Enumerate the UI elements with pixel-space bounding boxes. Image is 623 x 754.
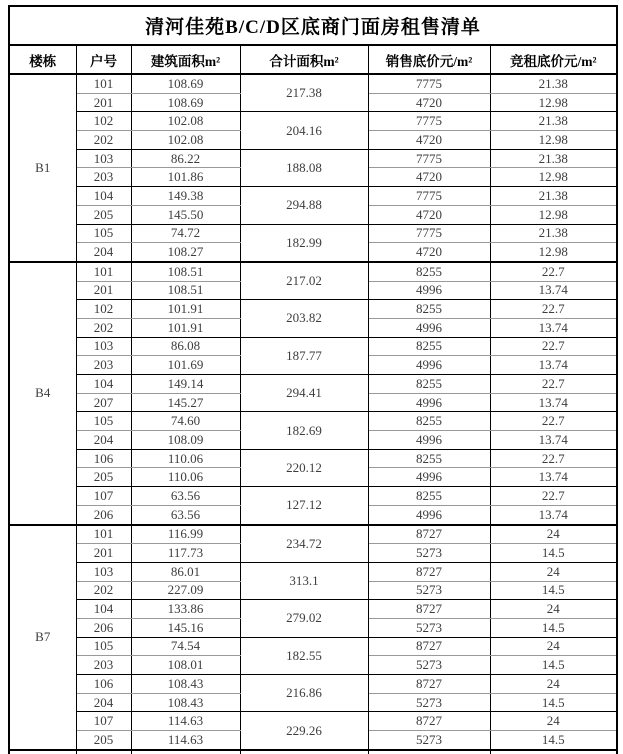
area-cell: 108.43 xyxy=(131,693,240,712)
rent-price-cell: 24 xyxy=(490,562,617,581)
sale-price-cell: 5273 xyxy=(368,731,490,750)
rent-price-cell: 22.7 xyxy=(490,337,617,356)
rent-price-cell: 24 xyxy=(490,675,617,694)
table-row xyxy=(9,300,617,319)
sale-price-cell: 7775 xyxy=(368,149,490,168)
rent-price-cell: 21.38 xyxy=(490,187,617,206)
unit-no-cell: 105 xyxy=(76,412,131,431)
partial-cutoff-row xyxy=(9,750,617,754)
unit-no-cell: 103 xyxy=(76,337,131,356)
rent-price-cell: 13.74 xyxy=(490,356,617,375)
area-cell: 101.91 xyxy=(131,318,240,337)
unit-no-cell: 105 xyxy=(76,224,131,243)
area-cell: 108.01 xyxy=(131,656,240,675)
area-cell: 86.22 xyxy=(131,149,240,168)
unit-no-cell: 202 xyxy=(76,318,131,337)
area-cell: 86.01 xyxy=(131,562,240,581)
table-row xyxy=(9,375,617,394)
rent-price-cell: 14.5 xyxy=(490,693,617,712)
sale-price-cell: 7775 xyxy=(368,224,490,243)
unit-no-cell: 102 xyxy=(76,300,131,319)
rent-price-cell: 13.74 xyxy=(490,505,617,524)
area-cell: 63.56 xyxy=(131,505,240,524)
unit-no-cell: 104 xyxy=(76,600,131,619)
sale-price-cell: 5273 xyxy=(368,693,490,712)
sale-price-cell: 8255 xyxy=(368,262,490,281)
total-area-cell: 127.12 xyxy=(240,487,368,525)
table-row xyxy=(9,412,617,431)
rent-price-cell: 13.74 xyxy=(490,468,617,487)
sale-price-cell: 8727 xyxy=(368,712,490,731)
unit-no-cell: 105 xyxy=(76,637,131,656)
sale-price-cell: 8727 xyxy=(368,600,490,619)
area-cell: 108.69 xyxy=(131,74,240,93)
unit-no-cell: 106 xyxy=(76,675,131,694)
sale-price-cell: 4996 xyxy=(368,318,490,337)
unit-no-cell: 205 xyxy=(76,468,131,487)
empty-cell xyxy=(76,750,131,754)
unit-no-cell: 103 xyxy=(76,149,131,168)
area-cell: 74.54 xyxy=(131,637,240,656)
table-row xyxy=(9,562,617,581)
unit-no-cell: 201 xyxy=(76,281,131,300)
unit-no-cell: 101 xyxy=(76,525,131,544)
unit-no-cell: 101 xyxy=(76,262,131,281)
rent-price-cell: 13.74 xyxy=(490,281,617,300)
area-cell: 101.69 xyxy=(131,356,240,375)
sale-price-cell: 4996 xyxy=(368,505,490,524)
area-cell: 110.06 xyxy=(131,468,240,487)
sale-price-cell: 4996 xyxy=(368,281,490,300)
rent-price-cell: 21.38 xyxy=(490,149,617,168)
rent-price-cell: 13.74 xyxy=(490,318,617,337)
area-cell: 74.60 xyxy=(131,412,240,431)
sale-price-cell: 7775 xyxy=(368,187,490,206)
unit-no-cell: 204 xyxy=(76,243,131,262)
col-header-unit-no: 户号 xyxy=(76,45,131,74)
sale-price-cell: 4996 xyxy=(368,393,490,412)
rent-price-cell: 22.7 xyxy=(490,449,617,468)
unit-no-cell: 203 xyxy=(76,356,131,375)
sale-price-cell: 8727 xyxy=(368,525,490,544)
rent-price-cell: 14.5 xyxy=(490,618,617,637)
title-row xyxy=(9,6,617,45)
area-cell: 108.27 xyxy=(131,243,240,262)
rent-price-cell: 12.98 xyxy=(490,205,617,224)
area-cell: 116.99 xyxy=(131,525,240,544)
rent-price-cell: 12.98 xyxy=(490,131,617,150)
unit-no-cell: 206 xyxy=(76,618,131,637)
total-area-cell: 216.86 xyxy=(240,675,368,712)
sale-price-cell: 8727 xyxy=(368,675,490,694)
unit-no-cell: 102 xyxy=(76,112,131,131)
rent-price-cell: 13.74 xyxy=(490,431,617,450)
unit-no-cell: 205 xyxy=(76,205,131,224)
sale-price-cell: 4996 xyxy=(368,468,490,487)
rent-price-cell: 14.5 xyxy=(490,731,617,750)
rent-price-cell: 21.38 xyxy=(490,112,617,131)
table-row xyxy=(9,112,617,131)
total-area-cell: 220.12 xyxy=(240,449,368,486)
empty-cell xyxy=(131,750,240,754)
unit-no-cell: 201 xyxy=(76,93,131,112)
table-row xyxy=(9,525,617,544)
total-area-cell: 182.55 xyxy=(240,637,368,674)
sale-price-cell: 8255 xyxy=(368,449,490,468)
sale-price-cell: 8255 xyxy=(368,487,490,506)
total-area-cell: 187.77 xyxy=(240,337,368,374)
rent-price-cell: 22.7 xyxy=(490,262,617,281)
area-cell: 86.08 xyxy=(131,337,240,356)
sale-price-cell: 5273 xyxy=(368,544,490,563)
table-row xyxy=(9,675,617,694)
unit-no-cell: 103 xyxy=(76,562,131,581)
rent-price-cell: 22.7 xyxy=(490,412,617,431)
rent-price-cell: 14.5 xyxy=(490,581,617,600)
unit-no-cell: 201 xyxy=(76,544,131,563)
rent-price-cell: 24 xyxy=(490,637,617,656)
total-area-cell: 234.72 xyxy=(240,525,368,563)
unit-no-cell: 203 xyxy=(76,168,131,187)
total-area-cell: 182.99 xyxy=(240,224,368,262)
sale-price-cell: 8727 xyxy=(368,637,490,656)
area-cell: 102.08 xyxy=(131,131,240,150)
area-cell: 108.69 xyxy=(131,93,240,112)
rent-price-cell: 22.7 xyxy=(490,487,617,506)
area-cell: 114.63 xyxy=(131,712,240,731)
sale-price-cell: 4996 xyxy=(368,356,490,375)
unit-no-cell: 106 xyxy=(76,449,131,468)
sale-price-cell: 4720 xyxy=(368,205,490,224)
rent-price-cell: 14.5 xyxy=(490,544,617,563)
total-area-cell: 313.1 xyxy=(240,562,368,599)
col-header-sale-price: 销售底价元/m² xyxy=(368,45,490,74)
sale-price-cell: 4720 xyxy=(368,168,490,187)
table-row xyxy=(9,224,617,243)
total-area-cell: 217.38 xyxy=(240,74,368,112)
sale-price-cell: 4720 xyxy=(368,93,490,112)
area-cell: 114.63 xyxy=(131,731,240,750)
area-cell: 108.09 xyxy=(131,431,240,450)
rent-price-cell: 12.98 xyxy=(490,168,617,187)
area-cell: 133.86 xyxy=(131,600,240,619)
area-cell: 101.86 xyxy=(131,168,240,187)
unit-no-cell: 204 xyxy=(76,693,131,712)
unit-no-cell: 104 xyxy=(76,375,131,394)
sale-price-cell: 8255 xyxy=(368,375,490,394)
sale-price-cell: 8727 xyxy=(368,562,490,581)
total-area-cell: 217.02 xyxy=(240,262,368,300)
sale-price-cell: 4720 xyxy=(368,131,490,150)
empty-cell xyxy=(9,750,76,754)
total-area-cell: 229.26 xyxy=(240,712,368,750)
area-cell: 108.43 xyxy=(131,675,240,694)
total-area-cell: 294.41 xyxy=(240,375,368,412)
sale-price-cell: 8255 xyxy=(368,412,490,431)
empty-cell xyxy=(368,750,490,754)
unit-no-cell: 107 xyxy=(76,712,131,731)
area-cell: 145.27 xyxy=(131,393,240,412)
col-header-building: 楼栋 xyxy=(9,45,76,74)
col-header-area: 建筑面积m² xyxy=(131,45,240,74)
rent-price-cell: 14.5 xyxy=(490,656,617,675)
rent-price-cell: 21.38 xyxy=(490,74,617,93)
unit-no-cell: 104 xyxy=(76,187,131,206)
area-cell: 149.38 xyxy=(131,187,240,206)
unit-no-cell: 206 xyxy=(76,505,131,524)
rent-price-cell: 12.98 xyxy=(490,243,617,262)
col-header-total-area: 合计面积m² xyxy=(240,45,368,74)
unit-no-cell: 203 xyxy=(76,656,131,675)
sale-price-cell: 5273 xyxy=(368,656,490,675)
area-cell: 110.06 xyxy=(131,449,240,468)
area-cell: 108.51 xyxy=(131,262,240,281)
area-cell: 227.09 xyxy=(131,581,240,600)
unit-no-cell: 204 xyxy=(76,431,131,450)
rent-price-cell: 13.74 xyxy=(490,393,617,412)
empty-cell xyxy=(240,750,368,754)
unit-no-cell: 107 xyxy=(76,487,131,506)
building-label: B4 xyxy=(9,262,76,525)
table-row xyxy=(9,600,617,619)
table-row xyxy=(9,449,617,468)
sale-price-cell: 5273 xyxy=(368,618,490,637)
total-area-cell: 203.82 xyxy=(240,300,368,337)
total-area-cell: 294.88 xyxy=(240,187,368,224)
area-cell: 145.16 xyxy=(131,618,240,637)
unit-no-cell: 202 xyxy=(76,131,131,150)
area-cell: 63.56 xyxy=(131,487,240,506)
table-row xyxy=(9,262,617,281)
rent-price-cell: 24 xyxy=(490,600,617,619)
area-cell: 108.51 xyxy=(131,281,240,300)
rent-price-cell: 24 xyxy=(490,525,617,544)
table-body xyxy=(9,74,617,754)
area-cell: 74.72 xyxy=(131,224,240,243)
sale-price-cell: 4720 xyxy=(368,243,490,262)
table-row xyxy=(9,487,617,506)
area-cell: 145.50 xyxy=(131,205,240,224)
col-header-rent-price: 竞租底价元/m² xyxy=(490,45,617,74)
total-area-cell: 279.02 xyxy=(240,600,368,637)
rent-sale-table xyxy=(8,5,618,754)
table-row xyxy=(9,637,617,656)
unit-no-cell: 205 xyxy=(76,731,131,750)
table-row xyxy=(9,187,617,206)
empty-cell xyxy=(490,750,617,754)
unit-no-cell: 202 xyxy=(76,581,131,600)
sale-price-cell: 4996 xyxy=(368,431,490,450)
sale-price-cell: 7775 xyxy=(368,74,490,93)
table-row xyxy=(9,149,617,168)
rent-price-cell: 22.7 xyxy=(490,300,617,319)
table-row xyxy=(9,337,617,356)
building-label: B1 xyxy=(9,74,76,262)
table-row xyxy=(9,712,617,731)
page-title: 清河佳苑B/C/D区底商门面房租售清单 xyxy=(9,6,617,45)
total-area-cell: 204.16 xyxy=(240,112,368,149)
sale-price-cell: 5273 xyxy=(368,581,490,600)
rent-price-cell: 21.38 xyxy=(490,224,617,243)
sale-price-cell: 8255 xyxy=(368,300,490,319)
sale-price-cell: 8255 xyxy=(368,337,490,356)
area-cell: 102.08 xyxy=(131,112,240,131)
building-label: B7 xyxy=(9,525,76,750)
sale-price-cell: 7775 xyxy=(368,112,490,131)
table-row xyxy=(9,74,617,93)
area-cell: 117.73 xyxy=(131,544,240,563)
total-area-cell: 188.08 xyxy=(240,149,368,186)
area-cell: 149.14 xyxy=(131,375,240,394)
unit-no-cell: 101 xyxy=(76,74,131,93)
rent-price-cell: 22.7 xyxy=(490,375,617,394)
rent-price-cell: 12.98 xyxy=(490,93,617,112)
total-area-cell: 182.69 xyxy=(240,412,368,449)
area-cell: 101.91 xyxy=(131,300,240,319)
rent-price-cell: 24 xyxy=(490,712,617,731)
unit-no-cell: 207 xyxy=(76,393,131,412)
column-header-row xyxy=(9,45,617,74)
